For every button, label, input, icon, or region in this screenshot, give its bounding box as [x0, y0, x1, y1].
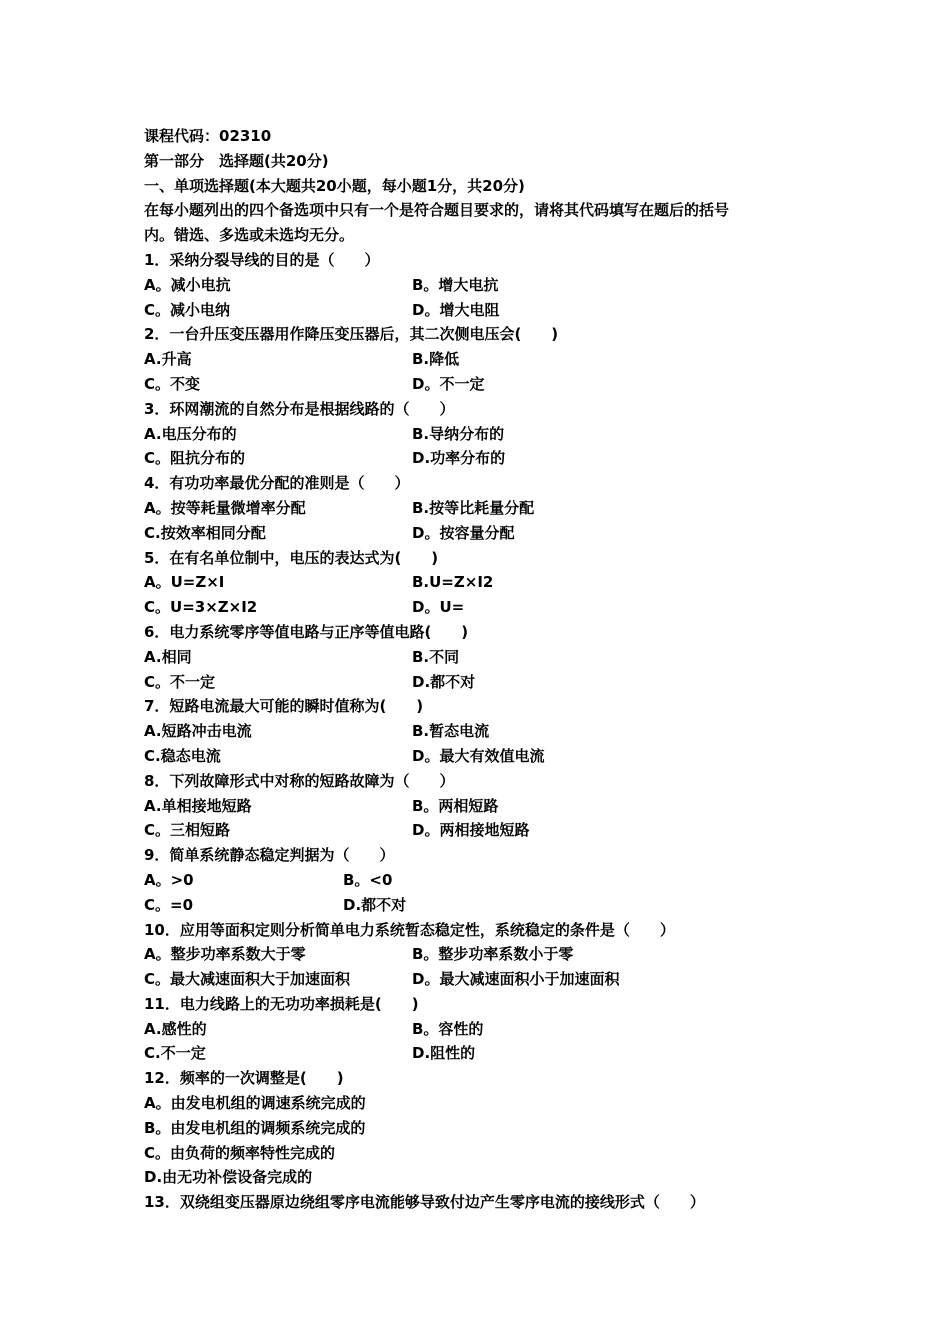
question-stem: 1．采纳分裂导线的目的是（ ）: [144, 250, 380, 269]
option-a: A.升高: [144, 350, 192, 369]
option-a: A.电压分布的: [144, 424, 237, 443]
option-c: C。最大减速面积大于加速面积: [144, 970, 351, 989]
option-b: B。增大电抗: [412, 275, 499, 294]
option-a: A。U=Z×I: [144, 573, 225, 592]
option-b: B。容性的: [412, 1019, 484, 1038]
option-b: B.按等比耗量分配: [412, 498, 535, 517]
exam-content: [144, 124, 824, 1215]
option-a: A。整步功率系数大于零: [144, 945, 306, 964]
option-c: C。=0: [144, 895, 194, 914]
option-d: D。不一定: [412, 374, 485, 393]
question-stem: 6．电力系统零序等值电路与正序等值电路( ): [144, 622, 469, 641]
question-stem: 3．环网潮流的自然分布是根据线路的（ ）: [144, 399, 455, 418]
option-b: B.导纳分布的: [412, 424, 505, 443]
option-c: C。U=3×Z×I2: [144, 598, 258, 617]
option-c: C。不一定: [144, 672, 216, 691]
option-a: A.短路冲击电流: [144, 722, 252, 741]
question-stem: 8．下列故障形式中对称的短路故障为（ ）: [144, 771, 455, 790]
option-c: C.不一定: [144, 1044, 206, 1063]
option-a: A。>0: [144, 870, 194, 889]
option-a: A。减小电抗: [144, 275, 231, 294]
option-d: D。最大减速面积小于加速面积: [412, 970, 620, 989]
option-b: B。两相短路: [412, 796, 499, 815]
option-d: D.由无功补偿设备完成的: [144, 1168, 313, 1187]
option-c: C。不变: [144, 374, 201, 393]
option-b: B。由发电机组的调频系统完成的: [144, 1118, 366, 1137]
question-stem: 4．有功功率最优分配的准则是（ ）: [144, 474, 410, 493]
course-code: 课程代码：02310: [144, 127, 272, 145]
question-stem: 11．电力线路上的无功功率损耗是( ): [144, 994, 419, 1013]
option-b: B.暂态电流: [412, 722, 490, 741]
option-a: A.感性的: [144, 1019, 207, 1038]
option-b: B。整步功率系数小于零: [412, 945, 574, 964]
option-d: D。增大电阻: [412, 300, 500, 319]
option-a: A.相同: [144, 647, 192, 666]
option-d: D。两相接地短路: [412, 821, 530, 840]
option-c: C。三相短路: [144, 821, 231, 840]
part-title: 第一部分 选择题(共20分): [144, 151, 329, 170]
question-stem: 13．双绕组变压器原边绕组零序电流能够导致付边产生零序电流的接线形式（ ）: [144, 1193, 705, 1212]
option-c: C.稳态电流: [144, 746, 221, 765]
question-stem: 2．一台升压变压器用作降压变压器后，其二次侧电压会( ): [144, 325, 559, 344]
option-c: C.按效率相同分配: [144, 523, 266, 542]
option-d: D。U=: [412, 598, 465, 617]
option-a: A。由发电机组的调速系统完成的: [144, 1094, 366, 1113]
option-b: B.降低: [412, 350, 460, 369]
question-stem: 7．短路电流最大可能的瞬时值称为( ): [144, 697, 424, 716]
instruction-line-1: 在每小题列出的四个备选项中只有一个是符合题目要求的，请将其代码填写在题后的括号: [144, 201, 730, 220]
question-stem: 10．应用等面积定则分析简单电力系统暂态稳定性，系统稳定的条件是（ ）: [144, 920, 675, 939]
option-a: A.单相接地短路: [144, 796, 252, 815]
option-b: B.U=Z×I2: [412, 573, 494, 592]
option-b: B。<0: [343, 870, 393, 889]
question-stem: 9．简单系统静态稳定判据为（ ）: [144, 846, 395, 865]
question-stem: 5．在有名单位制中，电压的表达式为( ): [144, 548, 439, 567]
option-c: C。由负荷的频率特性完成的: [144, 1143, 336, 1162]
option-d: D。按容量分配: [412, 523, 515, 542]
option-a: A。按等耗量微增率分配: [144, 498, 306, 517]
section-title: 一、单项选择题(本大题共20小题，每小题1分，共20分): [144, 176, 525, 195]
option-d: D.功率分布的: [412, 449, 506, 468]
option-d: D.阻性的: [412, 1044, 476, 1063]
question-stem: 12．频率的一次调整是( ): [144, 1069, 344, 1088]
option-d: D.都不对: [343, 895, 407, 914]
instruction-line-2: 内。错选、多选或未选均无分。: [144, 226, 355, 245]
option-c: C。减小电纳: [144, 300, 231, 319]
option-d: D。最大有效值电流: [412, 746, 545, 765]
option-d: D.都不对: [412, 672, 476, 691]
option-b: B.不同: [412, 647, 460, 666]
option-c: C。阻抗分布的: [144, 449, 246, 468]
